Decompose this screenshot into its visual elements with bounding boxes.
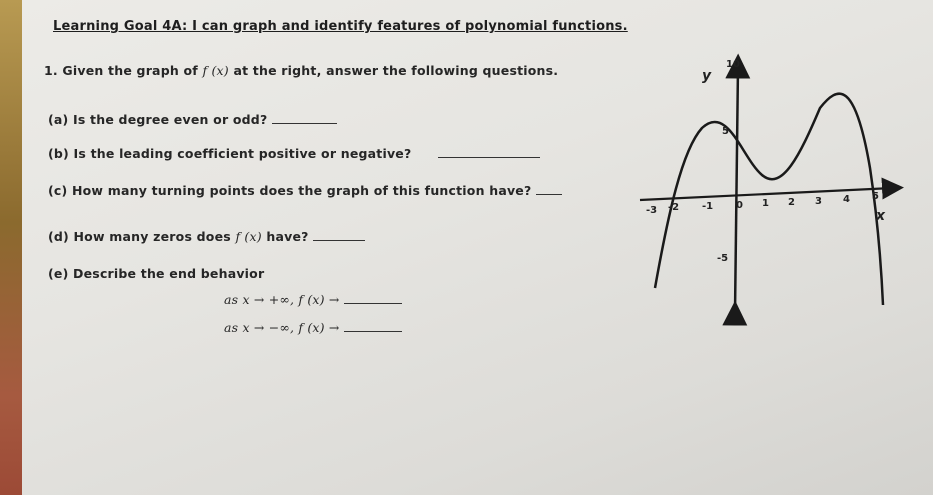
part-d-text-after: have? xyxy=(261,229,309,244)
y-tick-label-5: 5 xyxy=(722,126,729,137)
x-tick-label: 5 xyxy=(872,191,879,202)
part-d-text-before: (d) How many zeros does xyxy=(48,229,236,244)
part-b-text: (b) Is the leading coefficient positive or negative? xyxy=(48,146,412,161)
y-axis xyxy=(735,66,738,313)
question-1-text-before: Given the graph of xyxy=(62,63,203,78)
learning-goal-title: Learning Goal 4A: I can graph and identify features of polynomial functions. xyxy=(53,19,628,34)
part-a-text: (a) Is the degree even or odd? xyxy=(48,112,268,127)
y-axis-label: y xyxy=(702,68,712,84)
function-notation: f (x) xyxy=(235,229,262,244)
part-c-text: (c) How many turning points does the graph of this function have? xyxy=(48,183,532,198)
x-tick-label: 4 xyxy=(843,194,850,205)
x-tick-label: 3 xyxy=(815,196,822,207)
x-tick-label: -3 xyxy=(646,205,658,216)
end-behavior-positive-text: as x → +∞, f (x) → xyxy=(224,292,340,307)
x-tick-label: -1 xyxy=(702,201,714,212)
x-axis-label: x xyxy=(876,208,886,224)
x-tick-label: 2 xyxy=(788,197,795,208)
question-1-text-after: at the right, answer the following questions. xyxy=(228,63,559,78)
x-tick-label: 0 xyxy=(736,200,743,211)
y-tick-label-neg5: -5 xyxy=(717,253,729,264)
part-e-text: (e) Describe the end behavior xyxy=(48,266,265,281)
y-top-label: 10 xyxy=(726,59,740,70)
function-notation: f (x) xyxy=(202,63,229,78)
x-tick-label: -2 xyxy=(668,202,680,213)
question-number: 1. xyxy=(44,63,58,78)
x-tick-label: 1 xyxy=(762,198,769,209)
end-behavior-negative-text: as x → −∞, f (x) → xyxy=(224,320,340,335)
